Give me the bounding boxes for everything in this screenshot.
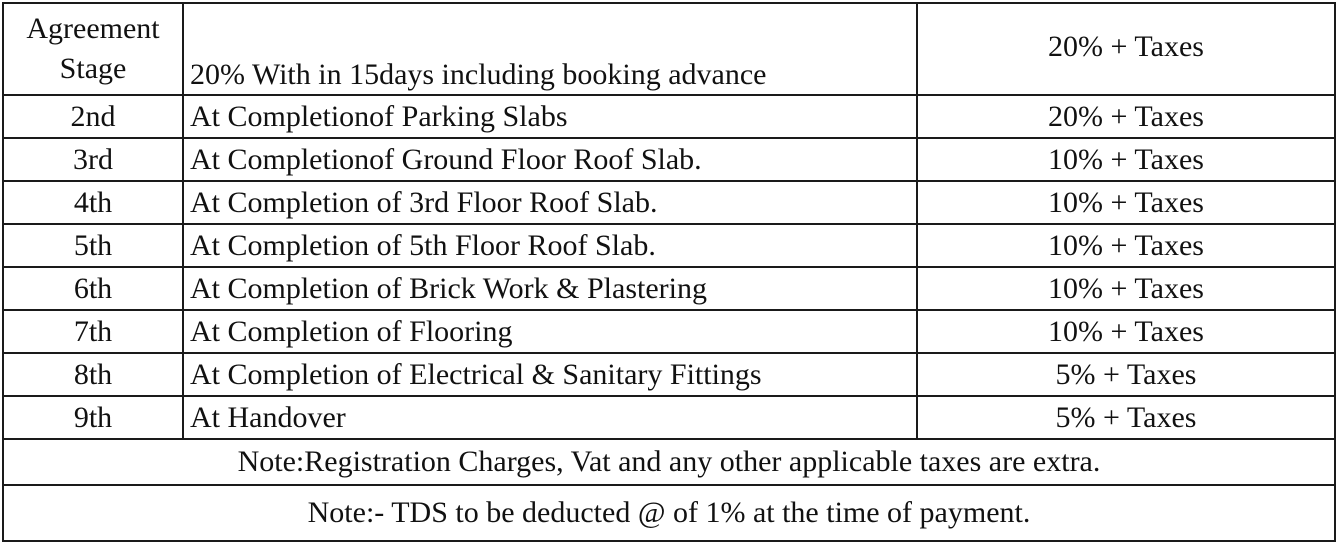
table-row — [3, 310, 1335, 353]
description-cell: At Completion of Electrical & Sanitary Fittings — [183, 353, 917, 396]
table-row — [3, 3, 1335, 95]
description-cell: At Completion of Flooring — [183, 310, 917, 353]
amount-cell: 10% + Taxes — [917, 267, 1335, 310]
amount-cell: 10% + Taxes — [917, 138, 1335, 181]
table-row — [3, 181, 1335, 224]
table-row — [3, 138, 1335, 181]
stage-cell: 4th — [3, 181, 183, 224]
description-cell: At Completionof Parking Slabs — [183, 95, 917, 138]
stage-cell: 9th — [3, 396, 183, 439]
description-cell: At Completion of 5th Floor Roof Slab. — [183, 224, 917, 267]
description-cell: At Completionof Ground Floor Roof Slab. — [183, 138, 917, 181]
amount-cell: 20% + Taxes — [917, 3, 1335, 95]
table-row — [3, 353, 1335, 396]
note-row — [3, 485, 1335, 541]
description-cell: At Handover — [183, 396, 917, 439]
description-cell: At Completion of Brick Work & Plastering — [183, 267, 917, 310]
stage-cell: 7th — [3, 310, 183, 353]
stage-cell: 6th — [3, 267, 183, 310]
stage-cell: 5th — [3, 224, 183, 267]
stage-cell: 8th — [3, 353, 183, 396]
note-row — [3, 439, 1335, 485]
amount-cell: 10% + Taxes — [917, 181, 1335, 224]
table-row — [3, 95, 1335, 138]
taxes-note: Note:Registration Charges, Vat and any other applicable taxes are extra. — [3, 439, 1335, 485]
table-row — [3, 396, 1335, 439]
amount-cell: 10% + Taxes — [917, 224, 1335, 267]
table-row — [3, 267, 1335, 310]
payment-schedule-table — [2, 2, 1336, 542]
table-row — [3, 224, 1335, 267]
stage-cell: 3rd — [3, 138, 183, 181]
description-cell: At Completion of 3rd Floor Roof Slab. — [183, 181, 917, 224]
tds-note: Note:- TDS to be deducted @ of 1% at the time of payment. — [3, 485, 1335, 541]
amount-cell: 20% + Taxes — [917, 95, 1335, 138]
description-cell: 20% With in 15days including booking advance — [183, 3, 917, 95]
stage-cell: Agreement Stage — [3, 3, 183, 95]
stage-cell: 2nd — [3, 95, 183, 138]
amount-cell: 10% + Taxes — [917, 310, 1335, 353]
amount-cell: 5% + Taxes — [917, 396, 1335, 439]
amount-cell: 5% + Taxes — [917, 353, 1335, 396]
